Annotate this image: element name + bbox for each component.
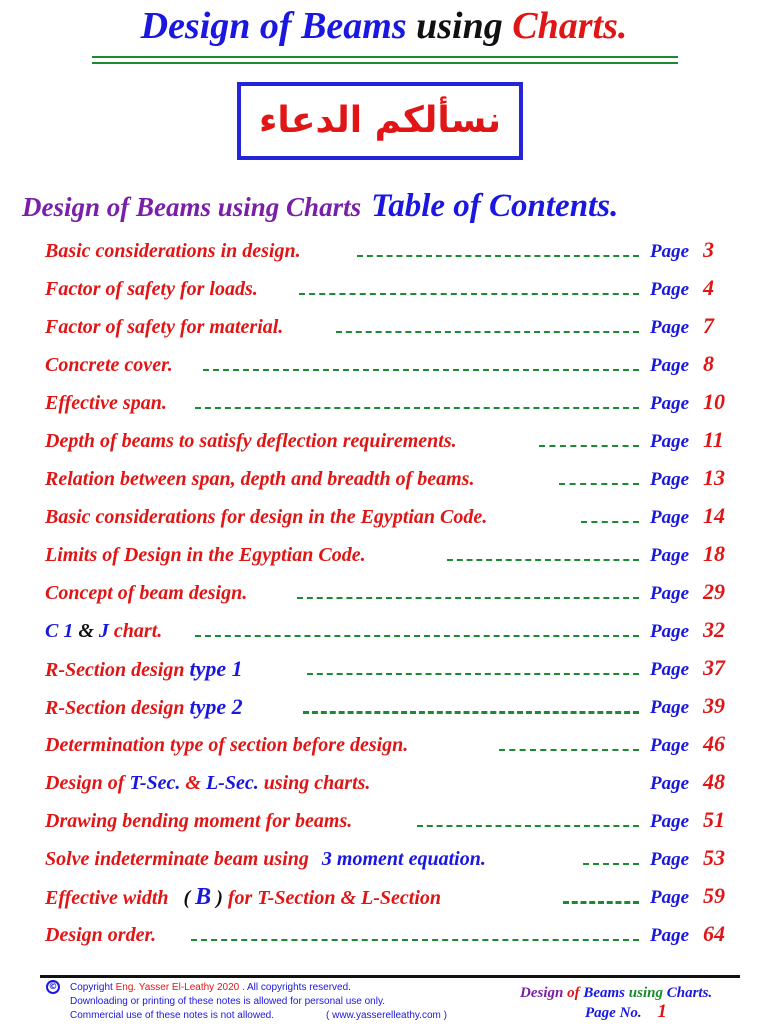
toc-row[interactable] xyxy=(45,768,735,798)
toc-row[interactable] xyxy=(45,692,735,722)
footer-download-note: Downloading or printing of these notes is allowed for personal use only. xyxy=(70,996,385,1007)
page-number: 14 xyxy=(703,503,725,528)
page-word: Page xyxy=(650,545,690,566)
document-title xyxy=(0,4,768,48)
section-name: R-Section design xyxy=(45,697,185,719)
page-number: 48 xyxy=(703,769,725,794)
effective-width-text: Effective width xyxy=(45,887,169,909)
toc-row[interactable] xyxy=(45,882,735,912)
page-word: Page xyxy=(650,735,690,756)
toc-row[interactable] xyxy=(45,578,735,608)
type-label: type 2 xyxy=(189,694,243,719)
page-word: Page xyxy=(650,317,690,338)
page-number: 37 xyxy=(703,655,725,680)
toc-row[interactable] xyxy=(45,502,735,532)
page-number: 59 xyxy=(703,883,725,908)
page-number: 10 xyxy=(703,389,725,414)
copyright-icon: © xyxy=(46,980,60,994)
toc-row[interactable] xyxy=(45,312,735,342)
page-word: Page xyxy=(650,773,690,794)
toc-heading-book: Design of Beams using Charts xyxy=(22,192,362,222)
leader-dashes xyxy=(195,635,639,637)
t-sec: T-Sec. xyxy=(129,772,181,794)
page-number: 3 xyxy=(703,237,714,262)
page-word: Page xyxy=(650,887,690,908)
page-number: 32 xyxy=(703,617,725,642)
leader-dashes xyxy=(499,749,639,751)
leader-dashes xyxy=(559,483,639,485)
toc-entry-label: Relation between span, depth and breadth of beams. xyxy=(45,468,475,490)
toc-row[interactable] xyxy=(45,388,735,418)
b-symbol: B xyxy=(195,884,212,910)
footer-commercial-note: Commercial use of these notes is not allowed. xyxy=(70,1010,274,1021)
page-word: Page xyxy=(650,659,690,680)
solve-text: Solve indeterminate beam using xyxy=(45,848,309,870)
page-number: 29 xyxy=(703,579,725,604)
toc-entry-label xyxy=(45,884,441,911)
toc-entry-label: Basic considerations for design in the Egyptian Code. xyxy=(45,506,488,528)
page-word: Page xyxy=(650,431,690,452)
toc-entry-label: Depth of beams to satisfy deflection requirements. xyxy=(45,430,457,452)
leader-dashes xyxy=(539,445,639,447)
page-number: 7 xyxy=(703,313,714,338)
leader-dashes xyxy=(583,863,639,865)
ampersand: & xyxy=(78,620,94,642)
page-word: Page xyxy=(650,279,690,300)
page-word: Page xyxy=(650,925,690,946)
page-number: 4 xyxy=(703,275,714,300)
toc-entry-label xyxy=(45,846,486,872)
toc-entry-label: Design order. xyxy=(45,924,157,946)
page-word: Page xyxy=(650,241,690,262)
leader-dashes xyxy=(203,369,639,371)
toc-entry-label: Factor of safety for material. xyxy=(45,316,284,338)
toc-heading-contents: Table of Contents. xyxy=(371,188,619,224)
page-word: Page xyxy=(650,849,690,870)
page-no-value: 1 xyxy=(657,1001,667,1022)
using-charts: using charts. xyxy=(263,772,371,794)
toc-entry-label: Determination type of section before design. xyxy=(45,734,409,756)
copyright-prefix: Copyright xyxy=(70,982,113,993)
page-word: Page xyxy=(650,583,690,604)
page-number: 46 xyxy=(703,731,725,756)
page-word: Page xyxy=(650,811,690,832)
page-number: 18 xyxy=(703,541,725,566)
footer-title-w3: Beams xyxy=(583,985,626,1001)
toc-heading xyxy=(22,188,742,225)
toc-entry-label: Concrete cover. xyxy=(45,354,173,376)
chart-word: chart. xyxy=(113,620,163,642)
toc-entry-label xyxy=(45,770,370,796)
arabic-banner-box xyxy=(237,82,523,160)
c1-symbol: C 1 xyxy=(45,620,74,642)
l-sec: L-Sec. xyxy=(205,772,259,794)
copyright-author: Eng. Yasser El-Leathy 2020 xyxy=(115,982,240,993)
toc-row[interactable] xyxy=(45,844,735,874)
leader-dashes xyxy=(563,901,639,904)
page-word: Page xyxy=(650,469,690,490)
page-word: Page xyxy=(650,393,690,414)
toc-entry-label: Factor of safety for loads. xyxy=(45,278,258,300)
title-part-3: Charts. xyxy=(512,5,628,47)
toc-row[interactable] xyxy=(45,920,735,950)
toc-row[interactable] xyxy=(45,236,735,266)
type-label: type 1 xyxy=(189,656,243,681)
leader-dashes xyxy=(357,255,639,257)
leader-dashes xyxy=(447,559,639,561)
leader-dashes xyxy=(336,331,639,333)
leader-dashes xyxy=(307,673,639,675)
section-name: R-Section design xyxy=(45,659,185,681)
toc-row[interactable] xyxy=(45,806,735,836)
toc-row[interactable] xyxy=(45,426,735,456)
page-number: 51 xyxy=(703,807,725,832)
ampersand: & xyxy=(185,772,201,794)
title-part-2: using xyxy=(416,5,503,47)
footer-page-number xyxy=(585,1003,667,1022)
copyright-suffix: . All copyrights reserved. xyxy=(241,982,351,993)
footer-book-title xyxy=(520,984,712,1002)
leader-dashes xyxy=(297,597,639,599)
title-part-1: Design of Beams xyxy=(140,5,407,47)
toc-entry-label: Basic considerations in design. xyxy=(45,240,301,262)
toc-entry-label xyxy=(45,618,162,644)
three-moment-text: 3 moment equation. xyxy=(321,848,486,870)
leader-dashes xyxy=(299,293,639,295)
toc-entry-label: Effective span. xyxy=(45,392,167,414)
page-number: 13 xyxy=(703,465,725,490)
toc-entry-label: Concept of beam design. xyxy=(45,582,248,604)
toc-entry-label xyxy=(45,694,243,721)
title-underline-bottom xyxy=(92,62,678,64)
footer-divider xyxy=(40,975,740,978)
leader-dashes xyxy=(303,711,639,714)
toc-row[interactable] xyxy=(45,654,735,684)
page-number: 11 xyxy=(703,427,724,452)
page-word: Page xyxy=(650,697,690,718)
page-word: Page xyxy=(650,355,690,376)
toc-row[interactable] xyxy=(45,464,735,494)
page-number: 8 xyxy=(703,351,714,376)
toc-row[interactable] xyxy=(45,350,735,380)
footer-title-w2: of xyxy=(567,985,580,1001)
j-symbol: J xyxy=(98,620,109,642)
page-no-label: Page No. xyxy=(585,1005,642,1021)
toc-row[interactable] xyxy=(45,274,735,304)
page-number: 64 xyxy=(703,921,725,946)
page-word: Page xyxy=(650,507,690,528)
open-paren: ( xyxy=(183,887,191,909)
footer-title-w5: Charts. xyxy=(666,985,713,1001)
page-number: 39 xyxy=(703,693,725,718)
arabic-banner-text: نسألكم الدعاء xyxy=(258,100,502,141)
footer-title-w4: using xyxy=(628,985,663,1001)
toc-entry-label xyxy=(45,656,243,683)
toc-row[interactable] xyxy=(45,730,735,760)
design-of: Design of xyxy=(45,772,125,794)
leader-dashes xyxy=(417,825,639,827)
section-types-text: for T-Section & L-Section xyxy=(227,887,442,909)
toc-entry-label: Drawing bending moment for beams. xyxy=(45,810,353,832)
close-paren: ) xyxy=(216,887,223,909)
toc-row[interactable] xyxy=(45,616,735,646)
leader-dashes xyxy=(581,521,639,523)
title-underline-top xyxy=(92,56,678,58)
footer-copyright-line xyxy=(70,981,351,994)
page-word: Page xyxy=(650,621,690,642)
toc-entry-label: Limits of Design in the Egyptian Code. xyxy=(45,544,366,566)
footer-title-w1: Design xyxy=(520,985,564,1001)
leader-dashes xyxy=(191,939,639,941)
page-number: 53 xyxy=(703,845,725,870)
footer-website-link[interactable]: ( www.yasserelleathy.com ) xyxy=(326,1010,447,1021)
leader-dashes xyxy=(195,407,639,409)
toc-row[interactable] xyxy=(45,540,735,570)
